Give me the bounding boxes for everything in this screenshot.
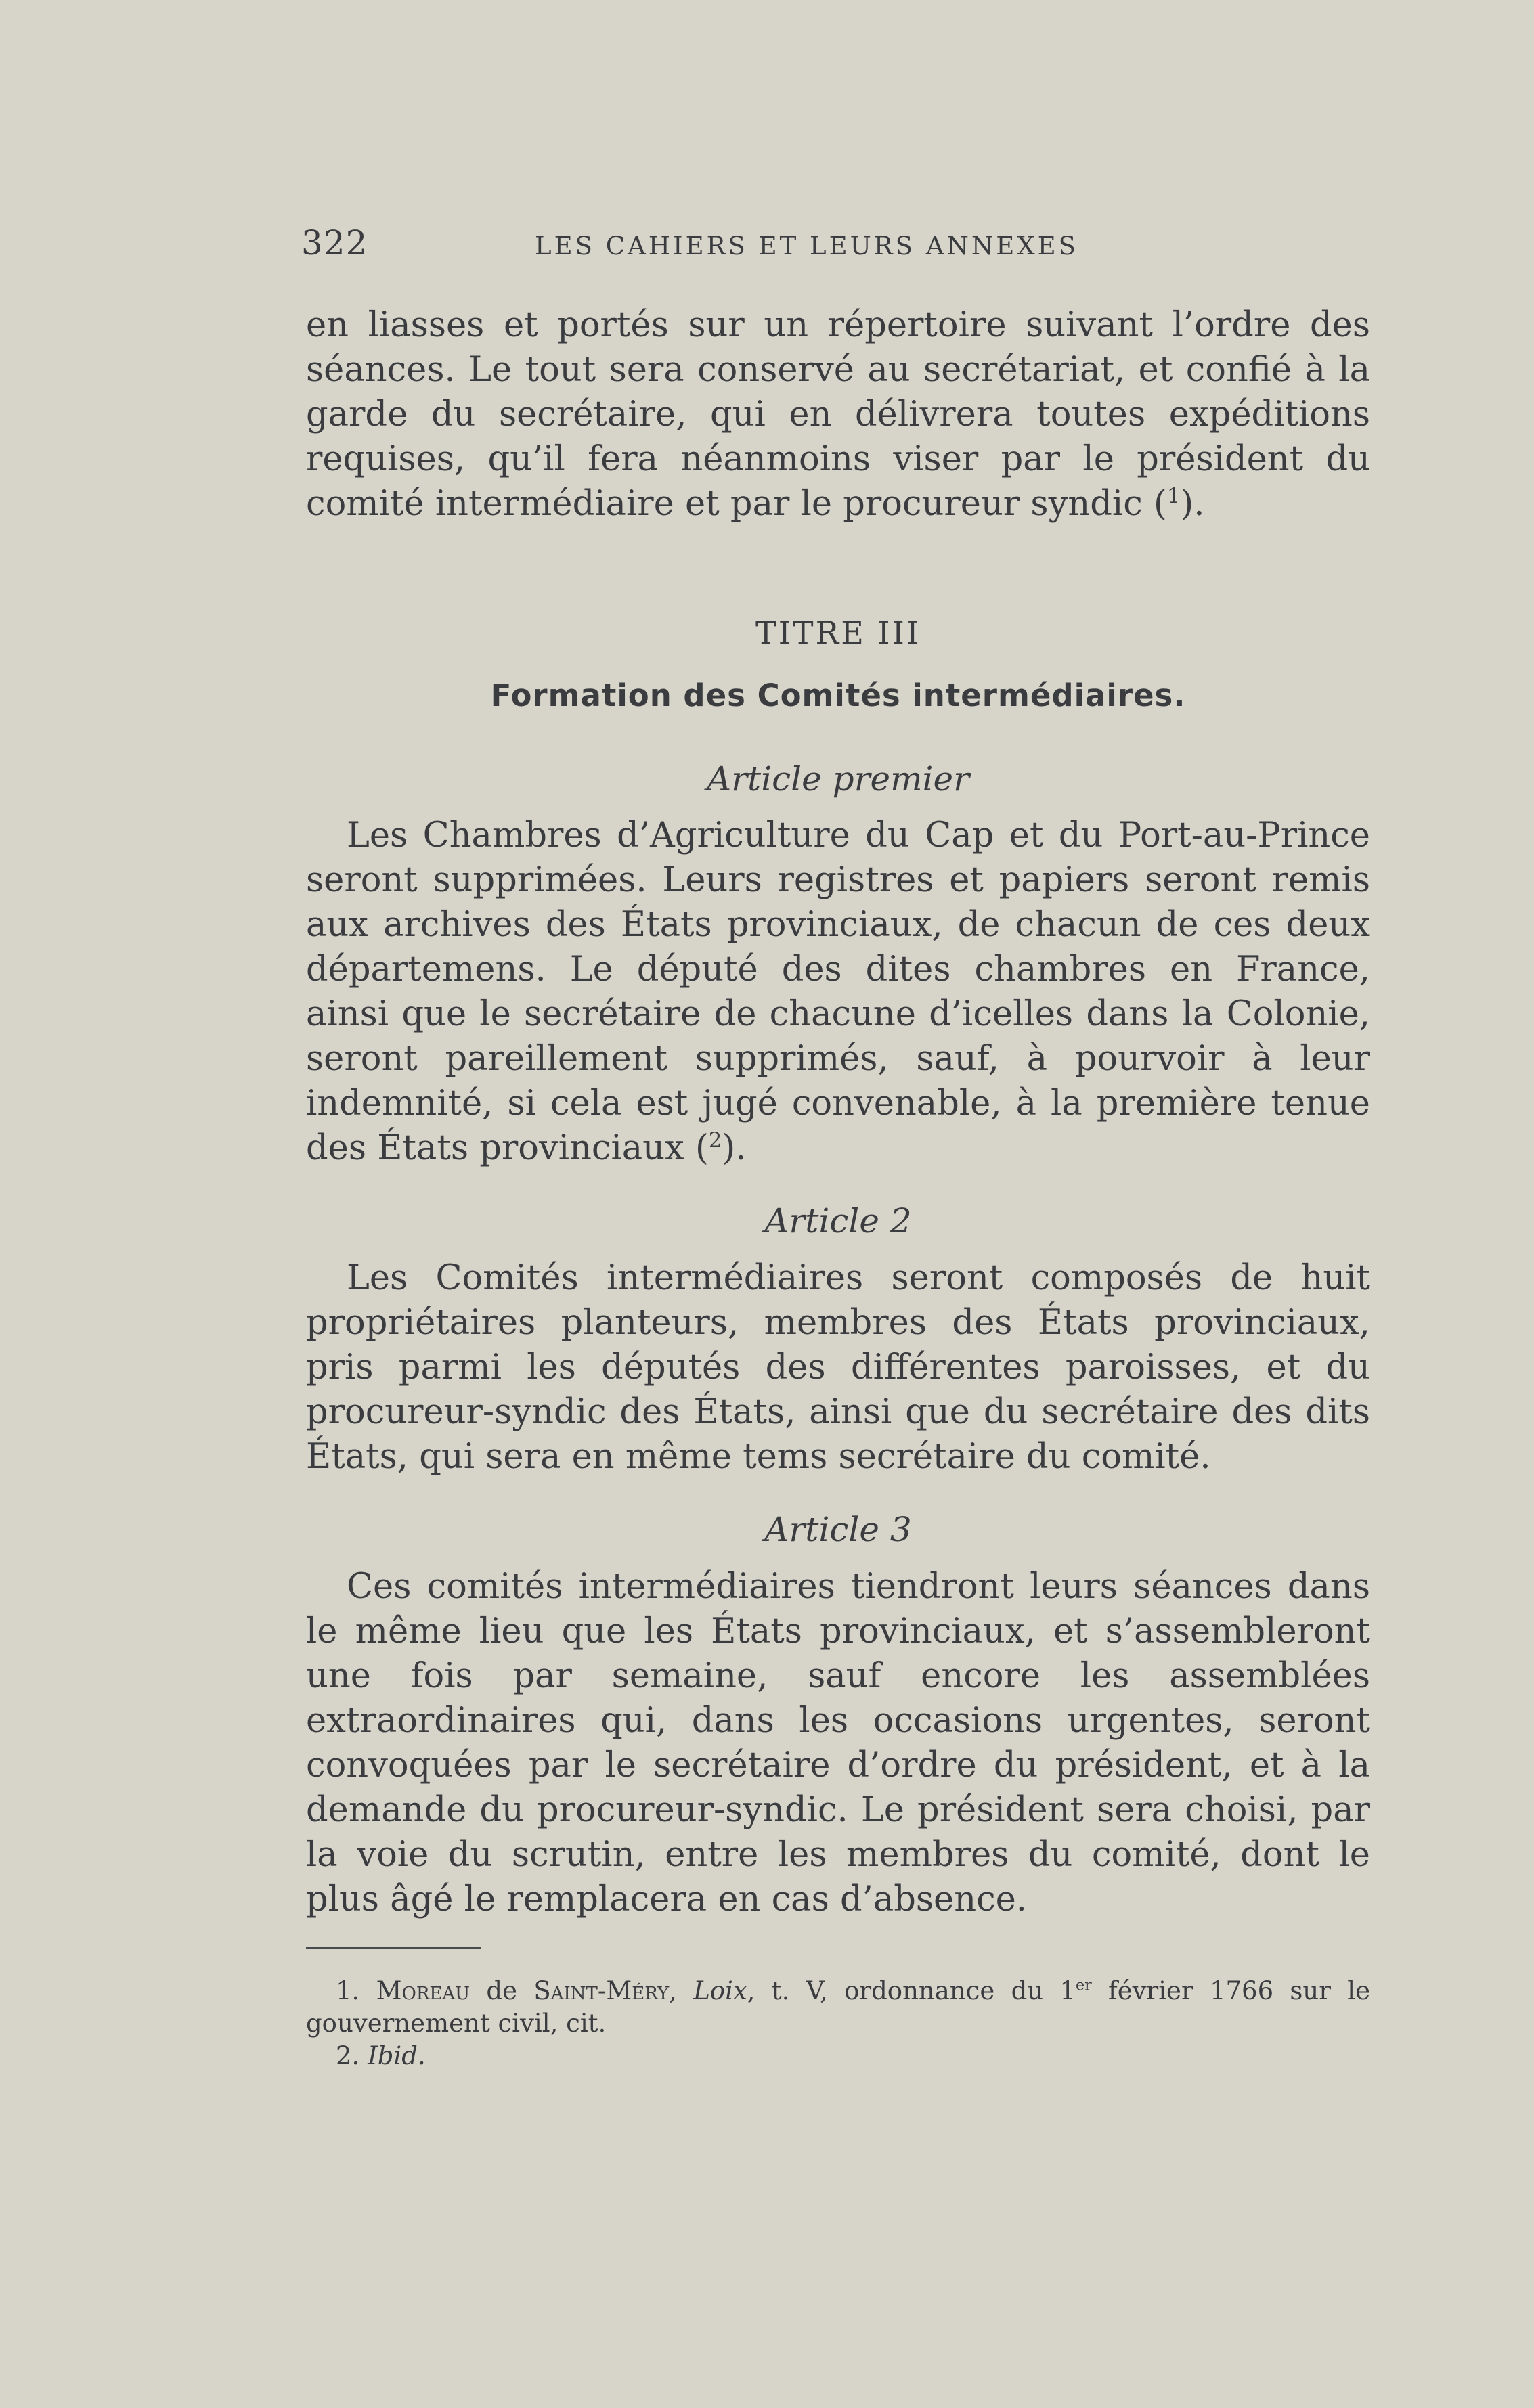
footnote-ref: 1: [1166, 485, 1181, 508]
article-body: [306, 1565, 1370, 1922]
footnote-ref: 2: [708, 1129, 722, 1153]
titre-heading: TITRE III: [755, 615, 921, 651]
article-body: [306, 813, 1370, 1171]
page-header: [301, 223, 1371, 271]
article-paragraph: Ces comités intermédiaires tiendront leurs séances dans le même lieu que les États provinciaux, et s’assembleront une fois par semaine, sauf encore les assemblées extraordinaires qui, dans les occasions urgentes, seront convoquées par le secrétaire d’ordre du président, et à la demande du procureur-syndic. Le président sera choisi, par la voie du scrutin, entre les membres du comité, dont le plus âgé le remplacera en cas d’absence.: [306, 1567, 1370, 1919]
article-heading: Article 2: [764, 1201, 912, 1241]
footnote: 2. Ibid.: [336, 2041, 426, 2070]
article-body: [306, 1256, 1370, 1479]
opening-paragraph-block: [306, 303, 1370, 527]
article-paragraph: Les Comités intermédiaires seront composés de huit propriétaires planteurs, membres des États provinciaux, pris parmi les députés des différentes paroisses, et du procureur-syndic des États, ainsi que du secrétaire des dits États, qui sera en même tems secrétaire du comité.: [306, 1258, 1370, 1477]
section-heading: Formation des Comités intermédiaires.: [490, 677, 1186, 713]
running-title: LES CAHIERS ET LEURS ANNEXES: [535, 231, 1078, 261]
footnote-rule: [306, 1947, 481, 1949]
article-heading: Article 3: [764, 1510, 912, 1549]
footnotes: [306, 1975, 1370, 2072]
article-heading: Article premier: [707, 759, 969, 799]
opening-paragraph: en liasses et portés sur un répertoire suivant l’ordre des séances. Le tout sera conservé au secrétariat, et confié à la garde du secrétaire, qui en délivrera toutes expéditions requises, qu’il fera néanmoins viser par le président du comité intermédiaire et par le procureur syndic ($^1$).: [306, 305, 1370, 524]
article-paragraph: Les Chambres d’Agriculture du Cap et du Port-au-Prince seront supprimées. Leurs registres et papiers seront remis aux archives des États provinciaux, de chacun de ces deux départemens. Le député des dites chambres en France, ainsi que le secrétaire de chacune d’icelles dans la Colonie, seront pareillement supprimés, sauf, à pourvoir à leur indemnité, si cela est jugé convenable, à la première tenue des États provinciaux ($^2$).: [306, 816, 1370, 1168]
footnote: 1. Moreau de Saint-Méry, Loix, t. V, ordonnance du 1er février 1766 sur le gouvernement civil, cit.: [306, 1976, 1370, 2038]
page-number: 322: [301, 223, 368, 263]
